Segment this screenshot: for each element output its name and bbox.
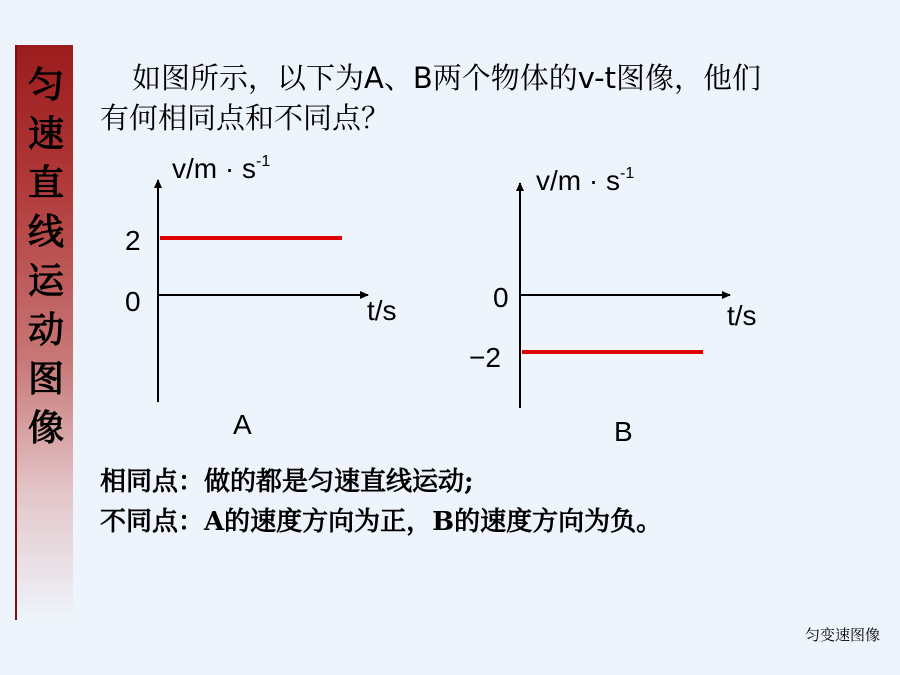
side-title-char: 运 [27,261,64,302]
graph-b-tick-0: 0 [493,282,509,313]
graph-a-x-label: t/s [367,295,397,326]
answers [100,462,890,542]
question-line-1: 如图所示，以下为A、B两个物体的v-t图像，他们 [132,61,761,95]
graph-a-y-label: $v/m \cdot s^{-1}$ [172,153,271,184]
side-title-char: 匀 [27,65,64,106]
graph-a-tick-2: 2 [125,225,141,256]
graph-b-tick-minus-2: −2 [469,342,501,373]
question-line-2: 有何相同点和不同点？ [100,101,391,135]
graph-b-x-label: t/s [727,300,757,331]
graph-b-y-label: $v/m \cdot s^{-1}$ [536,165,635,196]
footer-text: 匀变速图像 [804,626,880,644]
side-title-char: 速 [27,114,64,155]
graph-a [125,153,397,440]
graph-b-caption: B [614,416,633,447]
side-title-char: 动 [27,310,64,351]
answer-same: 相同点：做的都是匀速直线运动; [100,467,474,497]
side-title-char: 像 [27,408,64,449]
side-title-char: 图 [27,359,64,400]
graph-a-tick-0: 0 [125,286,141,317]
side-title-char: 线 [27,212,64,253]
answer-different: 不同点：A的速度方向为正，B的速度方向为负。 [100,507,663,537]
graph-b [469,165,757,447]
side-title-char: 直 [27,163,64,204]
graph-a-caption: A [233,409,252,440]
